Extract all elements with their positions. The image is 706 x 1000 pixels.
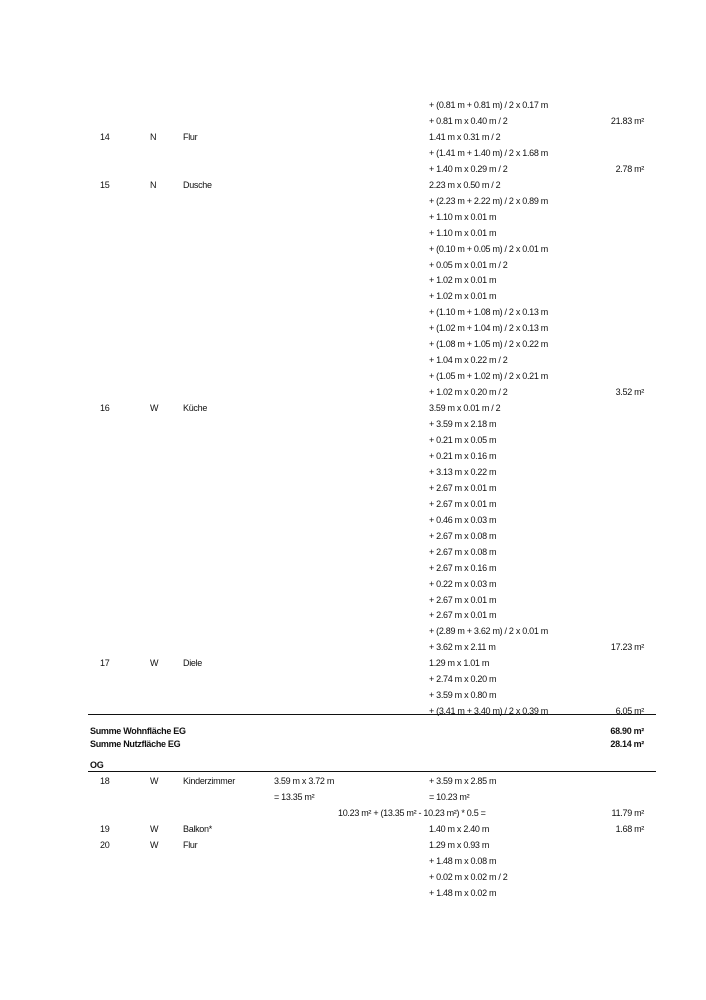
table-row [0,855,706,871]
area-result: 6.05 m² [615,706,644,717]
table-row [0,386,706,402]
room-orientation: W [150,824,159,834]
table-row [0,131,706,147]
calculation: + 0.02 m x 0.02 m / 2 [429,872,508,882]
table-row [0,338,706,354]
table-row [0,530,706,546]
section-divider [88,771,656,772]
area-result: 2.78 m² [615,163,644,174]
area-result: 11.79 m² [611,808,644,818]
calculation: 1.29 m x 0.93 m [429,840,490,850]
room-orientation: W [150,403,159,414]
calculation: + 1.10 m x 0.01 m [429,227,497,238]
room-name: Diele [183,658,203,669]
calculation: + 2.67 m x 0.01 m [429,594,497,605]
room-orientation: N [150,131,157,142]
table-row [0,609,706,625]
table-row [0,211,706,227]
room-number: 17 [100,658,110,669]
area-result: 3.52 m² [615,387,644,398]
calculation: + (0.10 m + 0.05 m) / 2 x 0.01 m [429,243,548,254]
room-number: 15 [100,179,110,190]
summary-wohn-value: 68.90 m² [610,726,644,736]
area-result: 1.68 m² [615,824,644,834]
calculation: + (1.08 m + 1.05 m) / 2 x 0.22 m [429,339,548,350]
area-result: 17.23 m² [610,642,644,653]
table-row [0,625,706,641]
calculation: + (2.89 m + 3.62 m) / 2 x 0.01 m [429,626,548,637]
room-number: 18 [100,776,110,786]
calculation-primary-total: = 13.35 m² [274,792,315,802]
calculation: + 1.02 m x 0.01 m [429,275,497,286]
table-row [0,807,706,823]
room-number: 16 [100,403,110,414]
calculation: + 0.46 m x 0.03 m [429,514,497,525]
table-row [0,578,706,594]
calculation-total: = 10.23 m² [429,792,470,802]
calculation: + 2.67 m x 0.08 m [429,530,497,541]
table-row [0,290,706,306]
table-row [0,823,706,839]
table-row [0,163,706,179]
calculation: + 2.67 m x 0.08 m [429,546,497,557]
calculation: + 3.59 m x 0.80 m [429,690,497,701]
table-row [0,673,706,689]
table-row [0,115,706,131]
calculation: + 0.22 m x 0.03 m [429,578,497,589]
table-row [0,402,706,418]
calculation: + 2.67 m x 0.16 m [429,562,497,573]
section-title: OG [90,760,104,770]
table-row [0,498,706,514]
table-row [0,274,706,290]
calculation: + 2.67 m x 0.01 m [429,498,497,509]
calculation: 1.41 m x 0.31 m / 2 [429,131,501,142]
calculation: + (1.41 m + 1.40 m) / 2 x 1.68 m [429,147,548,158]
calculation: 3.59 m x 0.01 m / 2 [429,403,501,414]
calculation: + 1.10 m x 0.01 m [429,211,497,222]
room-name: Balkon* [183,824,212,834]
room-orientation: N [150,179,157,190]
calculation: + (2.23 m + 2.22 m) / 2 x 0.89 m [429,195,548,206]
calculation: + (1.05 m + 1.02 m) / 2 x 0.21 m [429,371,548,382]
summary-nutz-label: Summe Nutzfläche EG [90,739,181,749]
calculation: + 1.02 m x 0.01 m [429,291,497,302]
calculation: + 3.13 m x 0.22 m [429,466,497,477]
room-orientation: W [150,776,159,786]
calculation: + 0.05 m x 0.01 m / 2 [429,259,508,270]
room-name: Flur [183,840,198,850]
calculation: + 3.62 m x 2.11 m [429,642,496,653]
calculation: + (1.02 m + 1.04 m) / 2 x 0.13 m [429,323,548,334]
calculation: + (3.41 m + 3.40 m) / 2 x 0.39 m [429,706,548,717]
table-row [0,322,706,338]
table-row [0,839,706,855]
calculation: 1.29 m x 1.01 m [429,658,490,669]
room-orientation: W [150,840,159,850]
summary-nutz-value: 28.14 m² [610,739,644,749]
calculation: 2.23 m x 0.50 m / 2 [429,179,501,190]
table-row [0,450,706,466]
calculation: + (0.81 m + 0.81 m) / 2 x 0.17 m [429,100,548,110]
table-row [0,418,706,434]
calculation: + 2.67 m x 0.01 m [429,610,497,621]
calculation: + 1.40 m x 0.29 m / 2 [429,163,508,174]
calculation: + 3.59 m x 2.85 m [429,776,497,786]
calculation: + 1.48 m x 0.02 m [429,888,497,898]
room-name: Dusche [183,179,212,190]
area-result: 21.83 m² [610,116,644,126]
calculation: + 2.74 m x 0.20 m [429,674,497,685]
calculation: + 2.67 m x 0.01 m [429,482,497,493]
calculation: + 1.04 m x 0.22 m / 2 [429,355,508,366]
room-orientation: W [150,658,159,669]
calculation: 1.40 m x 2.40 m [429,824,490,834]
summary-wohn-label: Summe Wohnfläche EG [90,726,186,736]
table-row [0,259,706,275]
table-row [0,482,706,498]
table-row [0,227,706,243]
table-row [0,370,706,386]
section-header-og [0,759,706,775]
table-row [0,514,706,530]
table-row [0,641,706,657]
summary-row-nutzflaeche [0,738,706,754]
table-row [0,562,706,578]
reduction-formula: 10.23 m² + (13.35 m² - 10.23 m²) * 0.5 = [338,808,486,818]
room-number: 14 [100,131,110,142]
room-name: Kinderzimmer [183,776,235,786]
table-row [0,791,706,807]
table-row [0,775,706,791]
table-row [0,354,706,370]
table-row [0,466,706,482]
table-row [0,887,706,903]
table-row [0,594,706,610]
table-row [0,147,706,163]
room-name: Flur [183,131,198,142]
calculation: + 0.21 m x 0.05 m [429,434,497,445]
summary-divider [88,714,656,715]
room-name: Küche [183,403,208,414]
table-row [0,657,706,673]
calculation: + 1.02 m x 0.20 m / 2 [429,387,508,398]
table-row [0,243,706,259]
calculation: + 3.59 m x 2.18 m [429,419,497,429]
table-row [0,689,706,705]
table-row [0,179,706,195]
calculation: + 0.81 m x 0.40 m / 2 [429,116,508,126]
table-row [0,195,706,211]
calculation: + 1.48 m x 0.08 m [429,856,497,866]
table-row [0,434,706,450]
table-row [0,546,706,562]
calculation: + 0.21 m x 0.16 m [429,450,497,461]
table-row [0,99,706,115]
table-row [0,306,706,322]
room-number: 20 [100,840,110,850]
table-row [0,871,706,887]
room-number: 19 [100,824,110,834]
calculation-primary: 3.59 m x 3.72 m [274,776,335,786]
calculation: + (1.10 m + 1.08 m) / 2 x 0.13 m [429,307,548,318]
